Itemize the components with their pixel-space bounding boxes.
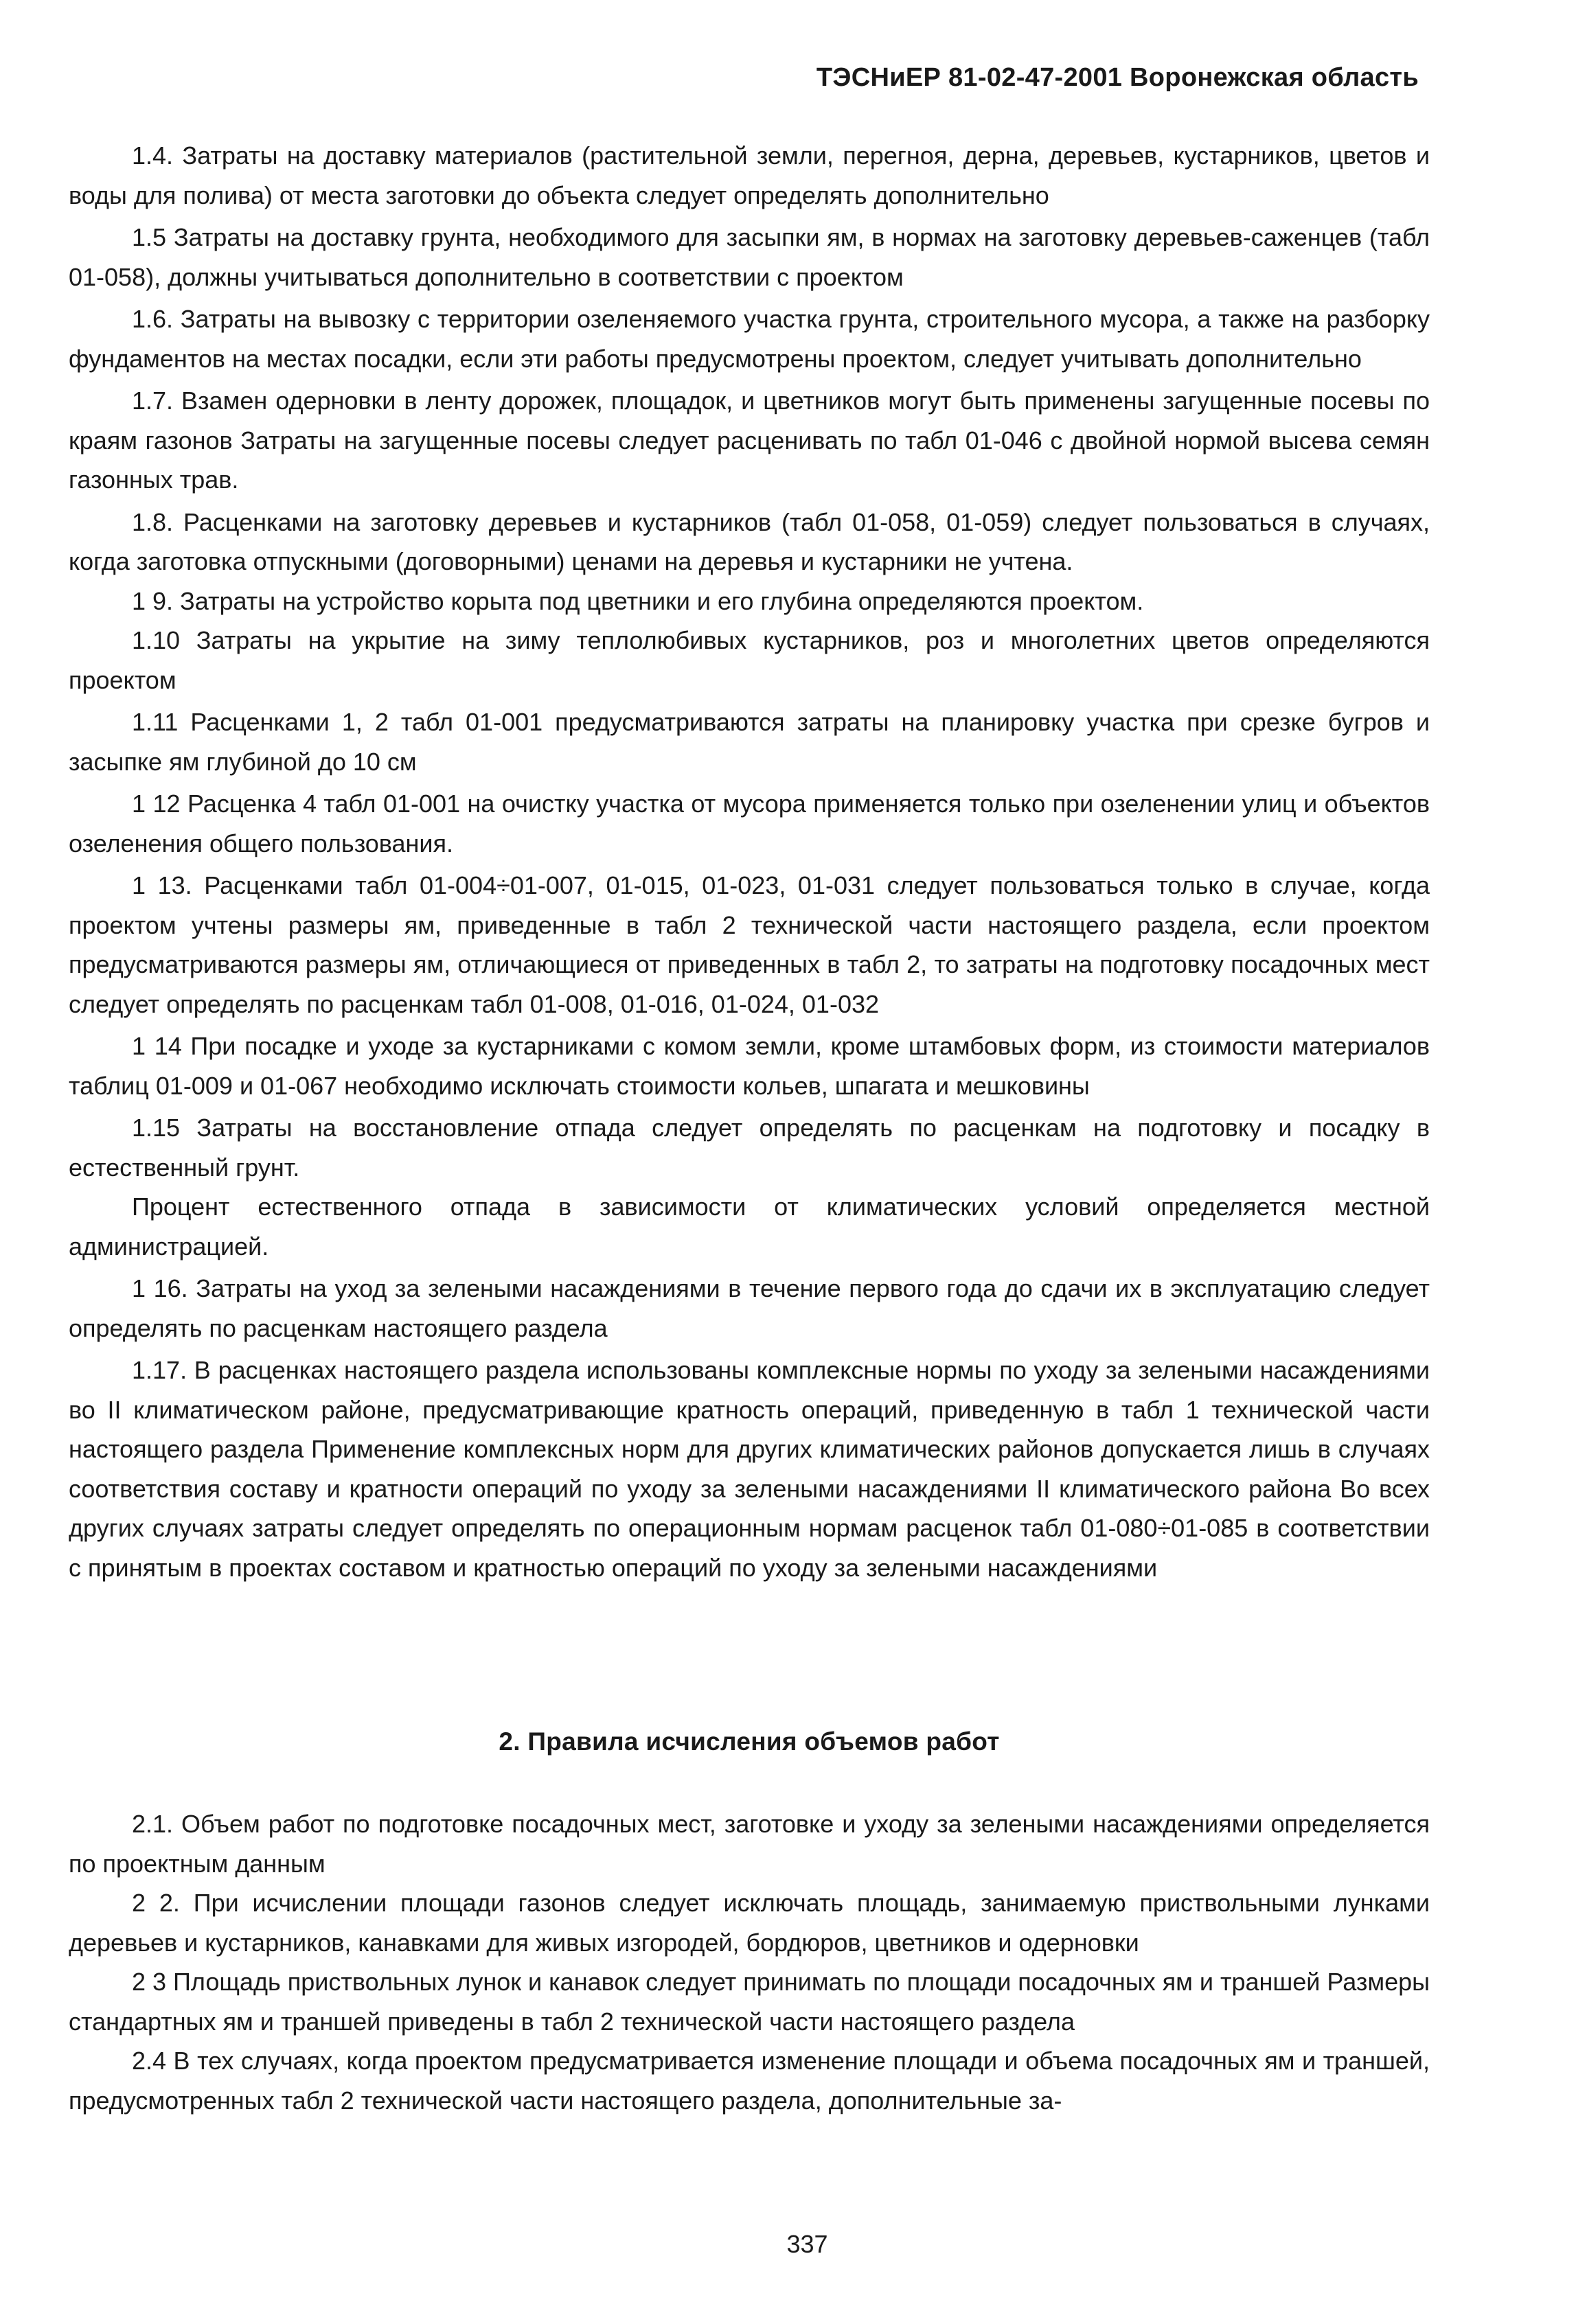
paragraph-1-4: 1.4. Затраты на доставку материалов (растительной земли, перегноя, дерна, деревьев, кустарников, цветов и воды для полива) от места заготовки до объекта следует определять дополнительно [69, 141, 1430, 209]
paragraph-1-5: 1.5 Затраты на доставку грунта, необходимого для засыпки ям, в нормах на заготовку деревьев-саженцев (табл 01-058), должны учитываться дополнительно в соответствии с проектом [69, 223, 1430, 291]
paragraph-1-7: 1.7. Взамен одерновки в ленту дорожек, площадок, и цветников могут быть применены загущенные посевы по краям газонов Затраты на загущенные посевы следует расценивать по табл 01-046 с двойной нормой высева семян газонных трав. [69, 387, 1430, 494]
section-1-body [69, 136, 1430, 1587]
paragraph-2-3: 2 3 Площадь приствольных лунок и канавок следует принимать по площади посадочных ям и траншей Размеры стандартных ям и траншей приведены в табл 2 технической части настоящего раздела [69, 1968, 1430, 2036]
paragraph-1-15: 1.15 Затраты на восстановление отпада следует определять по расценкам на подготовку и посадку в естественный грунт. [69, 1114, 1430, 1182]
paragraph-1-16: 1 16. Затраты на уход за зелеными насаждениями в течение первого года до сдачи их в эксплуатацию следует определять по расценкам настоящего раздела [69, 1274, 1430, 1342]
paragraph-2-1: 2.1. Объем работ по подготовке посадочных мест, заготовке и уходу за зелеными насаждениями определяется по проектным данным [69, 1810, 1430, 1878]
paragraph-1-6: 1.6. Затраты на вывозку с территории озеленяемого участка грунта, строительного мусора, а также на разборку фундаментов на местах посадки, если эти работы предусмотрены проектом, следует учитывать дополнительно [69, 305, 1430, 373]
page-number: 337 [786, 2230, 828, 2258]
paragraph-1-17: 1.17. В расценках настоящего раздела использованы комплексные нормы по уходу за зелеными насаждениями во II климатическом районе, предусматривающие кратность операций, приведенную в табл 1 технической части настоящего раздела Применение комплексных норм для других климатических районов допускается лишь в случаях соответствия составу и кратности операций по уходу за зелеными насаждениями II климатического района Во всех других случаях затраты следует определять по операционным нормам расценок табл 01-080÷01-085 в соответствии с принятым в проектах составом и кратностью операций по уходу за зелеными насаждениями [69, 1356, 1430, 1582]
paragraph-2-4: 2.4 В тех случаях, когда проектом предусматривается изменение площади и объема посадочных ям и траншей, предусмотренных табл 2 технической части настоящего раздела, дополнительные за- [69, 2047, 1430, 2115]
paragraph-1-12: 1 12 Расценка 4 табл 01-001 на очистку участка от мусора применяется только при озеленении улиц и объектов озеленения общего пользования. [69, 790, 1430, 858]
paragraph-1-9: 1 9. Затраты на устройство корыта под цветники и его глубина определяются проектом. [132, 586, 1144, 615]
paragraph-1-10: 1.10 Затраты на укрытие на зиму теплолюбивых кустарников, роз и многолетних цветов определяются проектом [69, 626, 1430, 694]
paragraph-1-14: 1 14 При посадке и уходе за кустарниками с комом земли, кроме штамбовых форм, из стоимости материалов таблиц 01-009 и 01-067 необходимо исключать стоимости кольев, шпагата и мешковины [69, 1032, 1430, 1100]
paragraph-natural-loss: Процент естественного отпада в зависимости от климатических условий определяется местной администрацией. [69, 1193, 1430, 1261]
paragraph-2-2: 2 2. При исчислении площади газонов следует исключать площадь, занимаемую приствольными лунками деревьев и кустарников, канавками для живых изгородей, бордюров, цветников и одерновки [69, 1889, 1430, 1957]
running-header: ТЭСНиЕР 81-02-47-2001 Воронежская область [816, 63, 1419, 92]
paragraph-1-11: 1.11 Расценками 1, 2 табл 01-001 предусматриваются затраты на планировку участка при срезке бугров и засыпке ям глубиной до 10 см [69, 708, 1430, 776]
paragraph-1-8: 1.8. Расценками на заготовку деревьев и кустарников (табл 01-058, 01-059) следует пользоваться в случаях, когда заготовка отпускными (договорными) ценами на деревья и кустарники не учтена. [69, 507, 1430, 575]
paragraph-1-13: 1 13. Расценками табл 01-004÷01-007, 01-015, 01-023, 01-031 следует пользоваться только в случае, когда проектом учтены размеры ям, приведенные в табл 2 технической части настоящего раздела, если проектом предусматриваются размеры ям, отличающиеся от приведенных в табл 2, то затраты на подготовку посадочных мест следует определять по расценкам табл 01-008, 01-016, 01-024, 01-032 [69, 871, 1430, 1018]
section-2-body [69, 1804, 1430, 2120]
section-2-title: 2. Правила исчисления объемов работ [499, 1727, 1000, 1756]
